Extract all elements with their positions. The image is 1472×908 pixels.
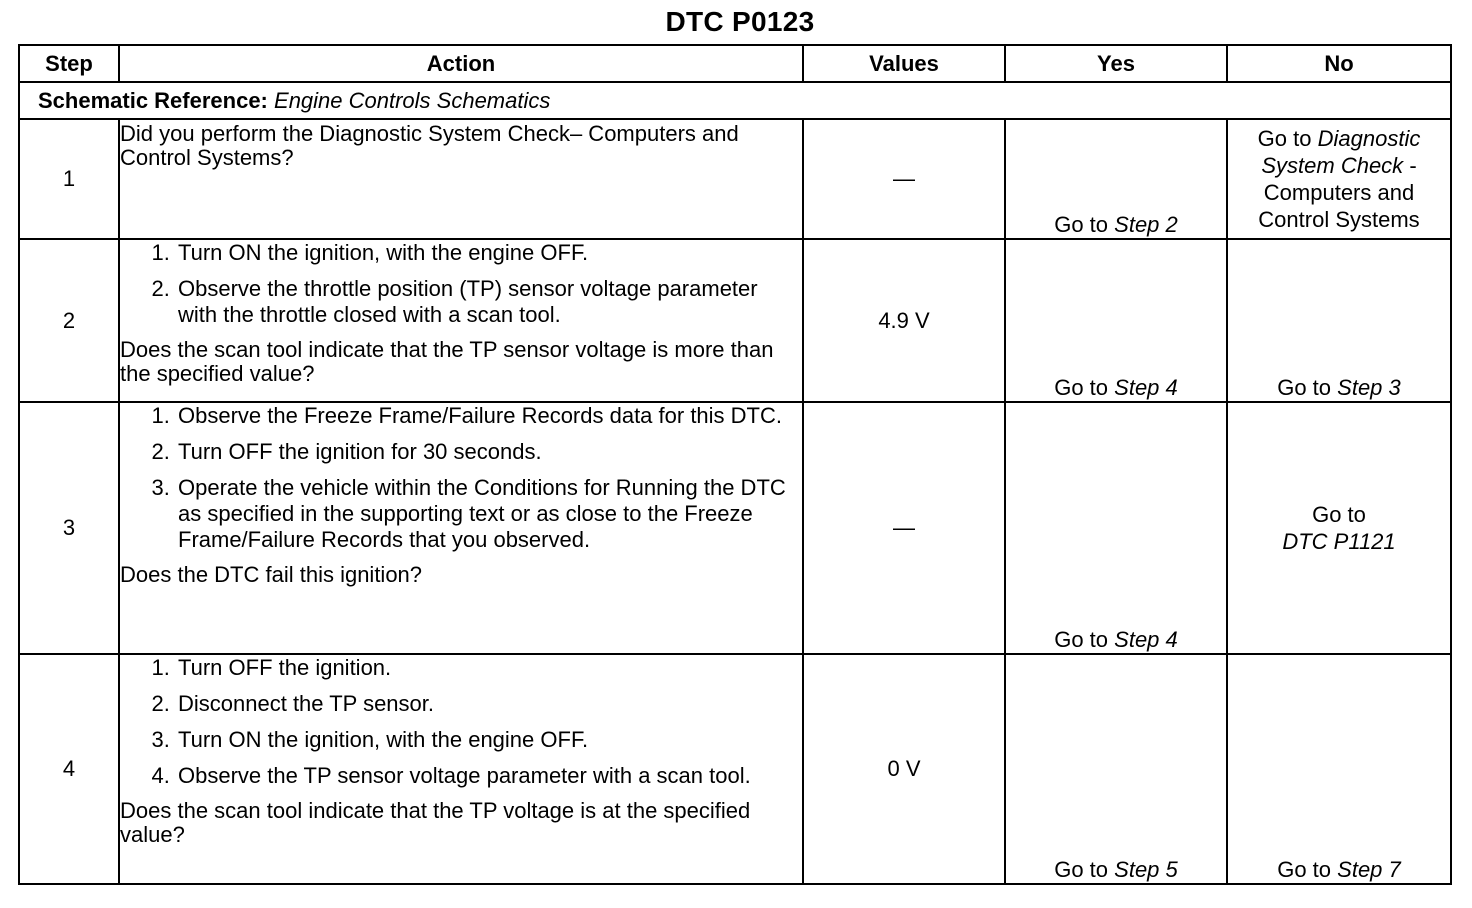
- yes-target: Step 2: [1114, 212, 1178, 237]
- yes-cell: [1005, 654, 1227, 884]
- yes-cell: [1005, 239, 1227, 402]
- yes-cell: [1005, 402, 1227, 654]
- action-step-item: 1. Turn OFF the ignition.: [176, 655, 802, 681]
- no-line3: Computers and: [1263, 180, 1415, 205]
- schematic-reference: [19, 82, 1451, 119]
- no-cell: [1227, 239, 1451, 402]
- schematic-reference-row: [19, 82, 1451, 119]
- action-step-item: 1. Turn ON the ignition, with the engine OFF.: [176, 240, 802, 266]
- action-step-item: 3. Operate the vehicle within the Conditions for Running the DTC as specified in the supporting text or as close to the Freeze Frame/Failure Records that you observed.: [176, 475, 802, 553]
- action-question: Does the scan tool indicate that the TP sensor voltage is more than the specified value?: [120, 337, 774, 386]
- header-values: Values: [803, 45, 1005, 82]
- no-target: Step 7: [1337, 857, 1401, 882]
- table-row: [19, 654, 1451, 884]
- header-no: No: [1227, 45, 1451, 82]
- yes-prefix: Go to: [1054, 212, 1109, 237]
- schematic-reference-label: Schematic Reference:: [38, 87, 268, 113]
- no-cell: [1227, 654, 1451, 884]
- step-number: 1: [19, 119, 119, 239]
- action-step-item: 3. Turn ON the ignition, with the engine OFF.: [176, 727, 802, 753]
- header-row: [19, 45, 1451, 82]
- no-target-line2: System Check: [1261, 153, 1404, 178]
- yes-cell: [1005, 119, 1227, 239]
- action-question: Does the scan tool indicate that the TP voltage is at the specified value?: [120, 798, 751, 847]
- action-step-item: 2. Disconnect the TP sensor.: [176, 691, 802, 717]
- page-title: DTC P0123: [665, 6, 815, 37]
- no-prefix: Go to: [1277, 375, 1332, 400]
- value-cell: —: [803, 119, 1005, 239]
- action-step-item: 2. Turn OFF the ignition for 30 seconds.: [176, 439, 802, 465]
- no-prefix: Go to: [1257, 126, 1312, 151]
- table-row: [19, 119, 1451, 239]
- no-line4: Control Systems: [1258, 207, 1420, 232]
- no-prefix: Go to: [1312, 502, 1366, 527]
- yes-target: Step 4: [1114, 375, 1178, 400]
- no-suffix: -: [1409, 153, 1417, 178]
- action-cell: [119, 654, 803, 884]
- step-number: 3: [19, 402, 119, 654]
- header-yes: Yes: [1005, 45, 1227, 82]
- no-target: DTC P1121: [1282, 529, 1396, 554]
- yes-target: Step 4: [1114, 627, 1178, 652]
- action-step-item: 4. Observe the TP sensor voltage parameter with a scan tool.: [176, 763, 802, 789]
- header-step: Step: [19, 45, 119, 82]
- header-action: Action: [119, 45, 803, 82]
- action-cell: [119, 119, 803, 239]
- yes-prefix: Go to: [1054, 375, 1109, 400]
- action-cell: [119, 239, 803, 402]
- action-step-item: 2. Observe the throttle position (TP) sensor voltage parameter with the throttle closed with a scan tool.: [176, 276, 802, 328]
- action-cell: [119, 402, 803, 654]
- no-target: Diagnostic: [1317, 126, 1421, 151]
- step-number: 2: [19, 239, 119, 402]
- table-row: [19, 239, 1451, 402]
- action-question: Does the DTC fail this ignition?: [120, 562, 423, 587]
- table-row: [19, 402, 1451, 654]
- yes-prefix: Go to: [1054, 627, 1109, 652]
- value-cell: 4.9 V: [803, 239, 1005, 402]
- yes-target: Step 5: [1114, 857, 1178, 882]
- no-target: Step 3: [1337, 375, 1401, 400]
- action-steps: [120, 240, 802, 328]
- no-cell: [1227, 402, 1451, 654]
- no-cell: [1227, 119, 1451, 239]
- action-step-item: 1. Observe the Freeze Frame/Failure Records data for this DTC.: [176, 403, 802, 429]
- no-prefix: Go to: [1277, 857, 1332, 882]
- yes-prefix: Go to: [1054, 857, 1109, 882]
- schematic-reference-value: Engine Controls Schematics: [274, 87, 551, 113]
- step-number: 4: [19, 654, 119, 884]
- value-cell: —: [803, 402, 1005, 654]
- action-question: Did you perform the Diagnostic System Check– Computers and Control Systems?: [120, 121, 739, 170]
- action-steps: [120, 655, 802, 789]
- diagnostic-table: [18, 44, 1452, 885]
- action-steps: [120, 403, 802, 553]
- value-cell: 0 V: [803, 654, 1005, 884]
